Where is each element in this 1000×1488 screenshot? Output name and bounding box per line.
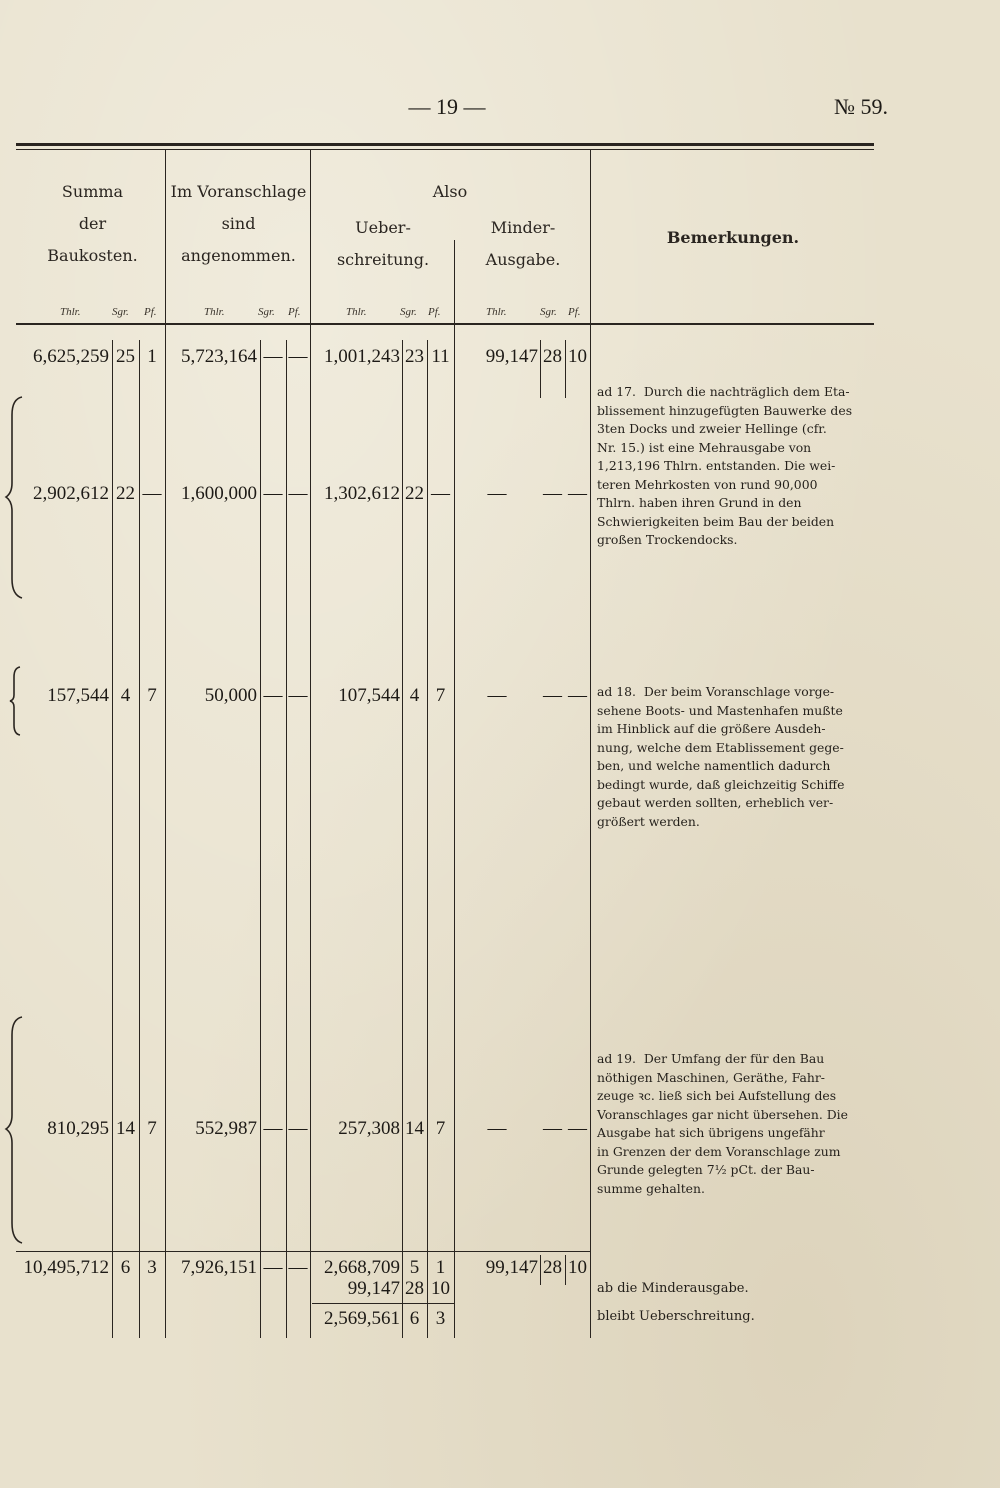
col-divider-2 [310, 150, 311, 1338]
less-minder-pf: 10 [431, 1278, 450, 1299]
header-also: Also [432, 182, 468, 201]
header-voranschlage: Im Voranschlage sind angenommen. [170, 182, 307, 265]
cell-minder-thlr: 99,147 [485, 346, 538, 367]
cell-minder-sgr: — [543, 1118, 562, 1139]
unit-thlr: Thlr. [346, 306, 367, 318]
remaining-pf: 3 [435, 1308, 446, 1329]
cell-ueber-pf: 7 [435, 1118, 446, 1139]
col-divider-3 [454, 240, 455, 1338]
cell-summa-thlr: 2,902,612 [33, 483, 109, 504]
less-minder-sgr: 28 [405, 1278, 424, 1299]
cell-minder-sgr: — [543, 685, 562, 706]
cell-ueber-thlr: 107,544 [338, 685, 400, 706]
cell-minder-thlr: — [487, 483, 507, 504]
cell-voranschlag-thlr: 552,987 [195, 1118, 257, 1139]
header-ueberschreitung: Ueber- schreitung. [336, 218, 430, 269]
cell-voranschlag-sgr: — [263, 346, 283, 367]
top-rule-thick [16, 143, 874, 146]
unit-sgr: Sgr. [400, 306, 417, 318]
cell-minder-thlr: — [487, 685, 507, 706]
cell-summa-thlr: 810,295 [47, 1118, 109, 1139]
remark-remaining: bleibt Ueberschreitung. [597, 1309, 755, 1324]
unit-pf: Pf. [144, 306, 157, 318]
cell-ueber-thlr: 1,302,612 [324, 483, 400, 504]
unit-thlr: Thlr. [486, 306, 507, 318]
cell-summa-sgr: 14 [116, 1118, 135, 1139]
cell-voranschlag-pf: — [288, 483, 308, 504]
total-ueber-sgr: 5 [409, 1257, 420, 1278]
cell-summa-pf: 7 [147, 685, 157, 706]
total-voranschlag-thlr: 7,926,151 [181, 1257, 257, 1278]
cell-minder-pf: — [568, 1118, 587, 1139]
cell-summa-sgr: 4 [120, 685, 131, 706]
header-minderausgabe: Minder- Ausgabe. [485, 218, 561, 269]
cell-minder-sgr: — [543, 483, 562, 504]
total-summa-pf: 3 [147, 1257, 157, 1278]
cell-summa-thlr: 6,625,259 [33, 346, 109, 367]
cell-voranschlag-sgr: — [263, 483, 283, 504]
unit-thlr: Thlr. [60, 306, 81, 318]
less-minder-thlr: 99,147 [347, 1278, 400, 1299]
cell-voranschlag-pf: — [288, 1118, 308, 1139]
remark-ad-17: ad 17. Durch die nachträglich dem Eta- blissement hinzugefügten Bauwerke des 3ten Docks und zweier Hellinge (cfr. Nr. 15.) ist eine Mehrausgabe von 1,213,196 Thlrn. entstanden. Die wei- teren Mehrkosten von rund 90,000 Thlrn. haben ihren Grund in den Schwierigkeiten beim Bau der beiden großen Trockendocks. [597, 384, 853, 547]
cell-summa-thlr: 157,544 [47, 685, 109, 706]
unit-sgr: Sgr. [112, 306, 129, 318]
total-top-rule [16, 1251, 591, 1252]
cell-summa-pf: 1 [147, 346, 157, 367]
total-voranschlag-sgr: — [263, 1257, 283, 1278]
cell-ueber-pf: 7 [435, 685, 446, 706]
remaining-sgr: 6 [409, 1308, 420, 1329]
unit-pf: Pf. [568, 306, 581, 318]
cell-voranschlag-pf: — [288, 346, 308, 367]
unit-pf: Pf. [288, 306, 301, 318]
cell-minder-pf: 10 [568, 346, 587, 367]
total-summa-thlr: 10,495,712 [23, 1257, 109, 1278]
top-rule-thin [16, 149, 874, 150]
cell-summa-pf: — [142, 483, 162, 504]
cell-minder-thlr: — [487, 1118, 507, 1139]
col-divider-1 [165, 150, 166, 1338]
total-ueber-thlr: 2,668,709 [324, 1257, 400, 1278]
cell-ueber-thlr: 257,308 [338, 1118, 400, 1139]
remark-less: ab die Minderausgabe. [597, 1281, 749, 1296]
cell-voranschlag-thlr: 1,600,000 [181, 483, 257, 504]
cell-ueber-sgr: 23 [405, 346, 424, 367]
remark-ad-18: ad 18. Der beim Voranschlage vorge- sehene Boots- und Mastenhafen mußte im Hinblick auf die größere Ausdeh- nung, welche dem Etablissement gege- ben, und welche namentlich dadurch bedingt wurde, daß gleichzeitig Schiffe gebaut werden sollten, erheblich ver- größert werden. [597, 684, 845, 829]
subtraction-rule [312, 1303, 454, 1304]
total-minder-thlr: 99,147 [485, 1257, 538, 1278]
unit-thlr: Thlr. [204, 306, 225, 318]
cell-minder-pf: — [568, 685, 587, 706]
cell-summa-pf: 7 [147, 1118, 157, 1139]
cell-summa-sgr: 22 [116, 483, 135, 504]
cell-minder-pf: — [568, 483, 587, 504]
cell-summa-sgr: 25 [116, 346, 135, 367]
unit-sgr: Sgr. [258, 306, 275, 318]
total-voranschlag-pf: — [288, 1257, 308, 1278]
cell-ueber-thlr: 1,001,243 [324, 346, 400, 367]
cell-voranschlag-sgr: — [263, 685, 283, 706]
header-summa: Summa der Baukosten. [47, 182, 138, 265]
cell-ueber-sgr: 4 [409, 685, 420, 706]
total-minder-sgr: 28 [543, 1257, 562, 1278]
cell-ueber-sgr: 14 [405, 1118, 424, 1139]
cell-voranschlag-thlr: 50,000 [204, 685, 257, 706]
total-minder-pf: 10 [568, 1257, 587, 1278]
remaining-thlr: 2,569,561 [324, 1308, 400, 1329]
unit-sgr: Sgr. [540, 306, 557, 318]
total-ueber-pf: 1 [435, 1257, 446, 1278]
cell-voranschlag-sgr: — [263, 1118, 283, 1139]
cell-voranschlag-thlr: 5,723,164 [181, 346, 257, 367]
document-number: № 59. [834, 94, 888, 119]
total-summa-sgr: 6 [120, 1257, 131, 1278]
remark-ad-19: ad 19. Der Umfang der für den Bau nöthigen Maschinen, Geräthe, Fahr- zeuge ꝛc. ließ sich bei Aufstellung des Voranschlages gar nicht übersehen. Die Ausgabe hat sich übrigens ungefähr in Grenzen der dem Voranschlage zum Grunde gelegten 7½ pCt. der Bau- summe gehalten. [597, 1051, 848, 1196]
cell-ueber-pf: — [431, 483, 450, 504]
cell-minder-sgr: 28 [543, 346, 562, 367]
page-number: — 19 — [408, 94, 486, 119]
cell-ueber-sgr: 22 [405, 483, 424, 504]
cell-ueber-pf: 11 [431, 346, 450, 367]
col-divider-4 [590, 150, 591, 1338]
header-bemerkungen: Bemerkungen. [666, 228, 800, 247]
cell-voranschlag-pf: — [288, 685, 308, 706]
header-bottom-rule [16, 323, 874, 325]
unit-pf: Pf. [428, 306, 441, 318]
